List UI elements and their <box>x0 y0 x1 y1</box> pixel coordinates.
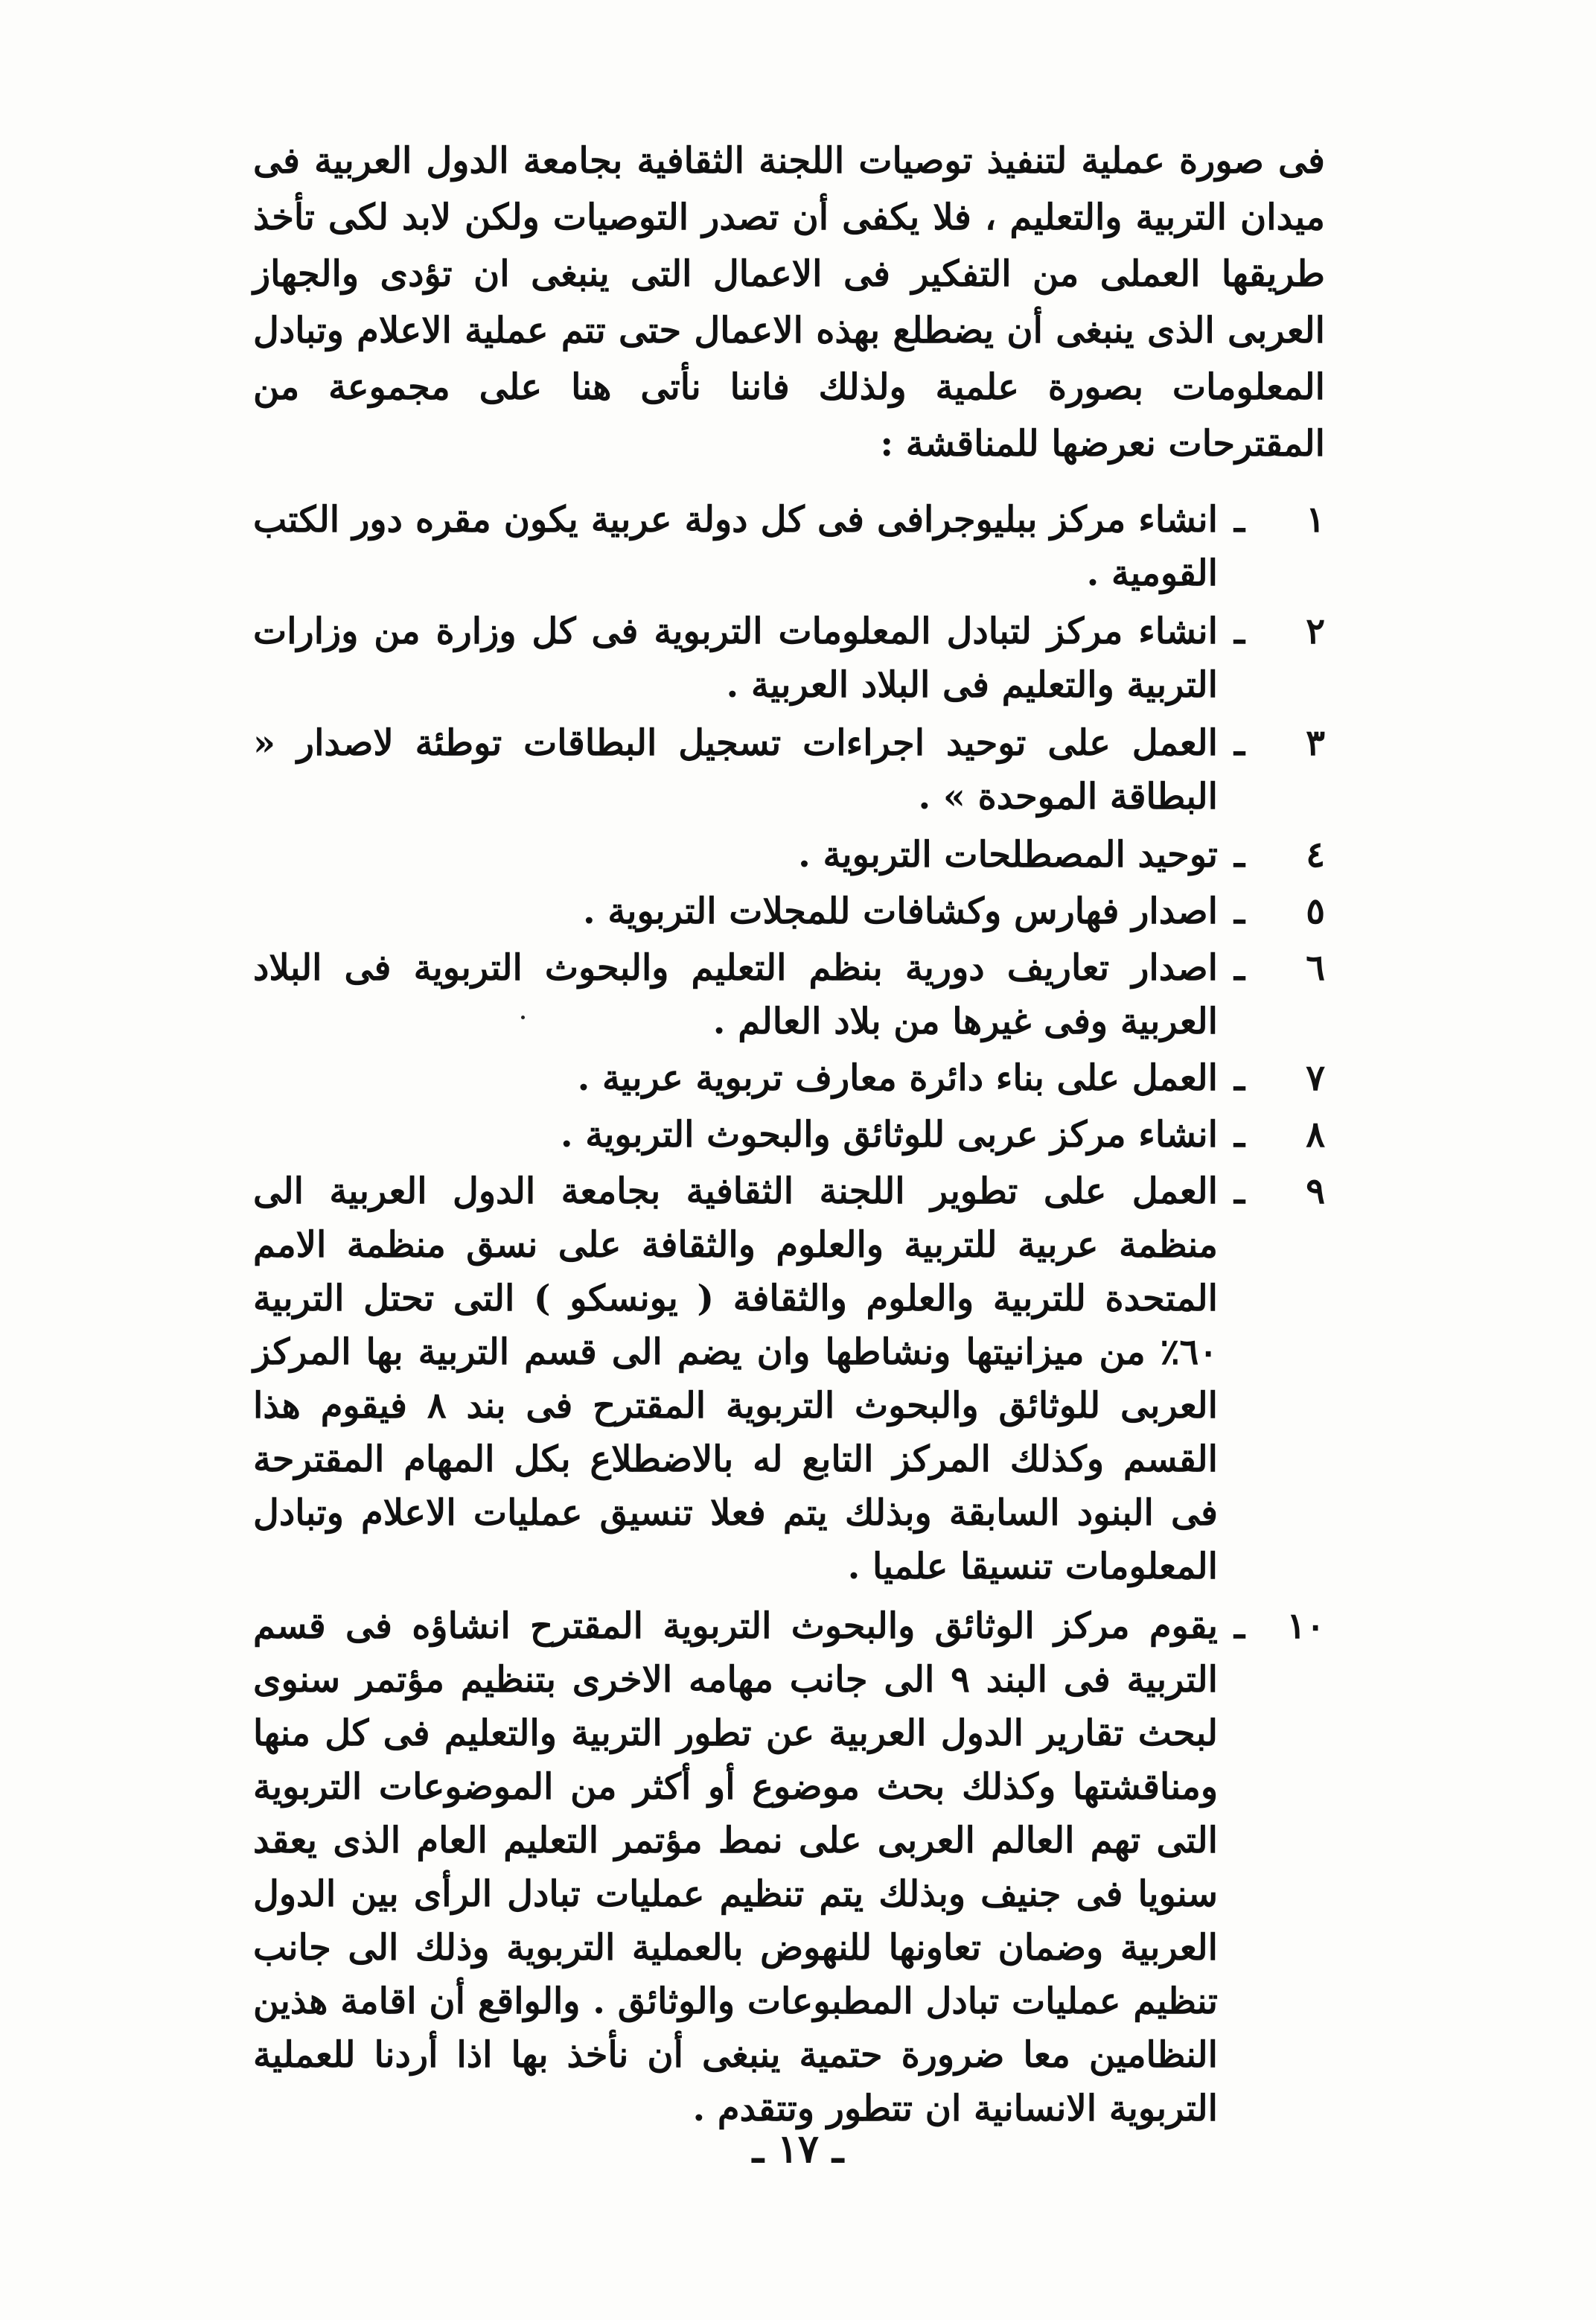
item-dash: ـ <box>1233 1057 1245 1099</box>
item-text: توحيد المصطلحات التربوية . <box>798 834 1218 876</box>
item-text: العمل على بناء دائرة معارف تربوية عربية . <box>577 1057 1218 1099</box>
page-number: ـ ١٧ ـ <box>752 2126 844 2172</box>
item-number: ٧ <box>1306 1057 1325 1099</box>
item-text: العمل على توحيد اجراءات تسجيل البطاقات توطئة لاصدار « البطاقة الموحدة » . <box>253 722 1218 818</box>
list-item <box>253 1599 1325 2135</box>
item-number: ١ <box>1306 499 1325 541</box>
item-text: يقوم مركز الوثائق والبحوث التربوية المقترح انشاؤه فى قسم التربية فى البند ٩ الى جانب مهامه الاخرى بتنظيم مؤتمر سنوى لبحث تقارير الدول العربية عن تطور التربية والتعليم فى كل منها ومناقشتها وكذلك بحث موضوع أو أكثر من الموضوعات التربوية التى تهم العالم العربى على نمط مؤتمر التعليم العام الذى يعقد سنويا فى جنيف وبذلك يتم تنظيم عمليات تبادل الرأى بين الدول العربية وضمان تعاونها للنهوض بالعملية التربوية وذلك الى جانب تنظيم عمليات تبادل المطبوعات والوثائق . والواقع أن اقامة هذين النظامين معا ضرورة حتمية ينبغى أن نأخذ بها اذا أردنا للعملية التربوية الانسانية ان تتطور وتتقدم . <box>253 1605 1219 2129</box>
item-number: ١٠ <box>1286 1605 1325 1647</box>
list-item <box>253 941 1325 1048</box>
item-text: انشاء مركز لتبادل المعلومات التربوية فى كل وزارة من وزارات التربية والتعليم فى البلاد العربية . <box>253 611 1218 706</box>
list-item <box>253 716 1325 823</box>
item-number: ٢ <box>1306 611 1325 652</box>
list-item <box>253 1051 1325 1105</box>
item-text: اصدار تعاريف دورية بنظم التعليم والبحوث التربوية فى البلاد العربية وفى غيرها من بلاد العالم . <box>253 947 1218 1042</box>
list-item <box>253 885 1325 938</box>
ink-speck <box>521 1016 525 1019</box>
item-number: ٤ <box>1306 834 1325 876</box>
list-item <box>253 1164 1325 1593</box>
item-number: ٥ <box>1306 890 1325 932</box>
list-item <box>253 493 1325 600</box>
item-number: ٨ <box>1306 1114 1325 1156</box>
item-dash: ـ <box>1233 1114 1245 1156</box>
item-dash: ـ <box>1233 722 1245 764</box>
item-dash: ـ <box>1233 834 1245 876</box>
item-dash: ـ <box>1233 890 1245 932</box>
list-item <box>253 1108 1325 1161</box>
item-number: ٦ <box>1306 947 1325 989</box>
item-number: ٣ <box>1306 722 1325 764</box>
list-item <box>253 828 1325 882</box>
item-text: العمل على تطوير اللجنة الثقافية بجامعة الدول العربية الى منظمة عربية للتربية والعلوم والثقافة على نسق منظمة الامم المتحدة للتربية والعلوم والثقافة ( يونسكو ) التى تحتل التربية ٦٠٪ من ميزانيتها ونشاطها وان يضم الى قسم التربية بها المركز العربى للوثائق والبحوث التربوية المقترح فى بند ٨ فيقوم هذا القسم وكذلك المركز التابع له بالاضطلاع بكل المهام المقترحة فى البنود السابقة وبذلك يتم فعلا تنسيق عمليات الاعلام وتبادل المعلومات تنسيقا علميا . <box>253 1170 1219 1587</box>
list-item <box>253 605 1325 712</box>
item-dash: ـ <box>1233 947 1245 989</box>
intro-paragraph: فى صورة عملية لتنفيذ توصيات اللجنة الثقافية بجامعة الدول العربية فى ميدان التربية والتعليم ، فلا يكفى أن تصدر التوصيات ولكن لابد لكى تأخذ طريقها العملى من التفكير فى الاعمال التى ينبغى ان تؤدى والجهاز العربى الذى ينبغى أن يضطلع بهذه الاعمال حتى تتم عملية الاعلام وتبادل المعلومات بصورة علمية ولذلك فاننا نأتى هنا على مجموعة من المقترحات نعرضها للمناقشة : <box>253 140 1325 465</box>
item-dash: ـ <box>1233 499 1245 541</box>
item-dash: ـ <box>1233 1605 1245 1647</box>
item-text: اصدار فهارس وكشافات للمجلات التربوية . <box>582 890 1218 932</box>
item-number: ٩ <box>1306 1170 1325 1212</box>
item-dash: ـ <box>1233 1170 1245 1212</box>
item-dash: ـ <box>1233 611 1245 652</box>
item-text: انشاء مركز عربى للوثائق والبحوث التربوية . <box>560 1114 1218 1156</box>
item-text: انشاء مركز ببليوجرافى فى كل دولة عربية يكون مقره دور الكتب القومية . <box>253 499 1218 594</box>
proposals-list <box>253 493 1325 2135</box>
